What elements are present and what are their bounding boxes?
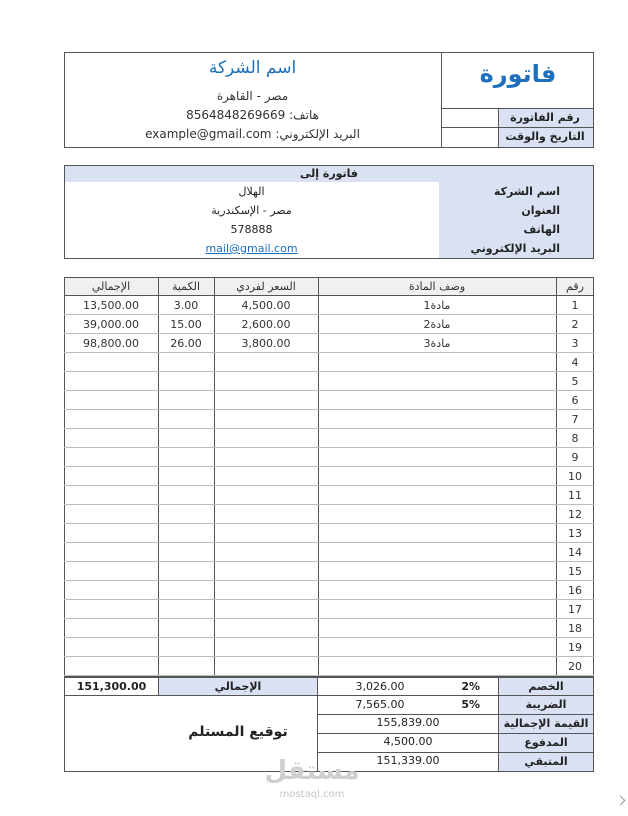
- cell-num: 18: [568, 622, 582, 635]
- cell-num: 20: [568, 660, 582, 673]
- cell-total[interactable]: 98,800.00: [83, 337, 139, 350]
- col-header-total: الإجمالي: [91, 280, 131, 293]
- bill-to-header: فاتورة إلى: [299, 167, 359, 180]
- col-header-num: رقم: [566, 280, 584, 293]
- table-row: [64, 353, 594, 372]
- bill-to-email[interactable]: mail@gmail.com: [205, 242, 298, 255]
- cell-num: 16: [568, 584, 582, 597]
- grand-total-value: 151,300.00: [76, 680, 147, 693]
- col-header-desc: وصف المادة: [408, 280, 466, 293]
- cell-desc[interactable]: مادة3: [423, 337, 451, 350]
- watermark-logo: مستقل: [264, 756, 360, 786]
- discount-pct: 2%: [461, 680, 480, 693]
- table-row: [64, 638, 594, 657]
- cell-unit-price[interactable]: 4,500.00: [241, 299, 291, 312]
- table-row: [64, 619, 594, 638]
- table-row: [64, 391, 594, 410]
- cell-num: 14: [568, 546, 582, 559]
- table-row: [64, 581, 594, 600]
- bill-to-label-phone: الهاتف: [523, 223, 560, 236]
- company-email-row: [64, 127, 441, 141]
- totals-line-left: [64, 695, 318, 696]
- watermark-domain: mostaql.com: [279, 789, 345, 800]
- bill-to-phone: 578888: [230, 223, 273, 236]
- cell-total[interactable]: 13,500.00: [83, 299, 139, 312]
- table-row: [64, 543, 594, 562]
- cell-num: 17: [568, 603, 582, 616]
- cell-num: 13: [568, 527, 582, 540]
- table-row: [64, 562, 594, 581]
- tax-label: الضريبة: [525, 698, 567, 711]
- cell-total[interactable]: 39,000.00: [83, 318, 139, 331]
- cell-qty[interactable]: 15.00: [170, 318, 202, 331]
- table-row: [64, 600, 594, 619]
- signature-label: توقيع المستلم: [188, 724, 288, 740]
- bill-to-label-email: البريد الإلكتروني: [470, 242, 560, 255]
- tax-value: 7,565.00: [355, 698, 405, 711]
- totals-line-3: [317, 733, 594, 734]
- cell-num: 8: [571, 432, 579, 445]
- cell-num: 2: [571, 318, 579, 331]
- total-value: 155,839.00: [376, 716, 440, 729]
- corner-mark-icon: [616, 796, 626, 806]
- table-row: [64, 448, 594, 467]
- totals-line-1: [317, 695, 594, 696]
- remaining-value: 151,339.00: [376, 754, 440, 767]
- table-row: [64, 410, 594, 429]
- paid-label: المدفوع: [524, 736, 568, 749]
- table-row: [64, 429, 594, 448]
- cell-num: 7: [571, 413, 579, 426]
- total-value-label: القيمة الإجمالية: [503, 717, 589, 730]
- remaining-label: المتبقي: [524, 755, 568, 768]
- bill-to-address: مصر - الإسكندرية: [211, 204, 292, 217]
- invoice-title: فاتورة: [479, 60, 557, 88]
- company-email-label: البريد الإلكتروني:: [275, 127, 360, 141]
- cell-desc[interactable]: مادة1: [423, 299, 451, 312]
- table-row: [64, 486, 594, 505]
- col-header-qty: الكمية: [171, 280, 201, 293]
- cell-num: 11: [568, 489, 582, 502]
- cell-qty[interactable]: 3.00: [173, 299, 199, 312]
- cell-num: 12: [568, 508, 582, 521]
- table-row: [64, 467, 594, 486]
- datetime-label: التاريخ والوقت: [505, 130, 585, 143]
- cell-num: 1: [571, 299, 579, 312]
- company-phone: هاتف: 8564848269669: [186, 108, 319, 122]
- cell-num: 4: [571, 356, 579, 369]
- cell-desc[interactable]: مادة2: [423, 318, 451, 331]
- bill-to-company: الهلال: [238, 185, 265, 198]
- cell-num: 5: [571, 375, 579, 388]
- cell-unit-price[interactable]: 2,600.00: [241, 318, 291, 331]
- table-row: [64, 657, 594, 676]
- table-row: [64, 505, 594, 524]
- totals-line-4: [317, 752, 594, 753]
- cell-qty[interactable]: 26.00: [170, 337, 202, 350]
- cell-num: 9: [571, 451, 579, 464]
- cell-num: 19: [568, 641, 582, 654]
- cell-num: 15: [568, 565, 582, 578]
- grand-total-label: الإجمالي: [214, 680, 262, 693]
- company-name: اسم الشركة: [208, 58, 297, 78]
- cell-num: 10: [568, 470, 582, 483]
- table-row: [64, 372, 594, 391]
- paid-value: 4,500.00: [383, 735, 433, 748]
- col-header-unit-price: السعر لفردي: [236, 280, 296, 293]
- bill-to-label-address: العنوان: [521, 204, 560, 217]
- invoice-number-label: رقم الفاتورة: [510, 111, 580, 124]
- discount-label: الخصم: [528, 680, 564, 693]
- cell-num: 3: [571, 337, 579, 350]
- discount-value: 3,026.00: [355, 680, 405, 693]
- totals-line-2: [317, 714, 594, 715]
- bill-to-label-company: اسم الشركة: [493, 185, 560, 198]
- tax-pct: 5%: [461, 698, 480, 711]
- cell-unit-price[interactable]: 3,800.00: [241, 337, 291, 350]
- company-location: مصر - القاهرة: [216, 89, 289, 103]
- cell-num: 6: [571, 394, 579, 407]
- table-row: [64, 524, 594, 543]
- company-email: example@gmail.com: [145, 127, 272, 141]
